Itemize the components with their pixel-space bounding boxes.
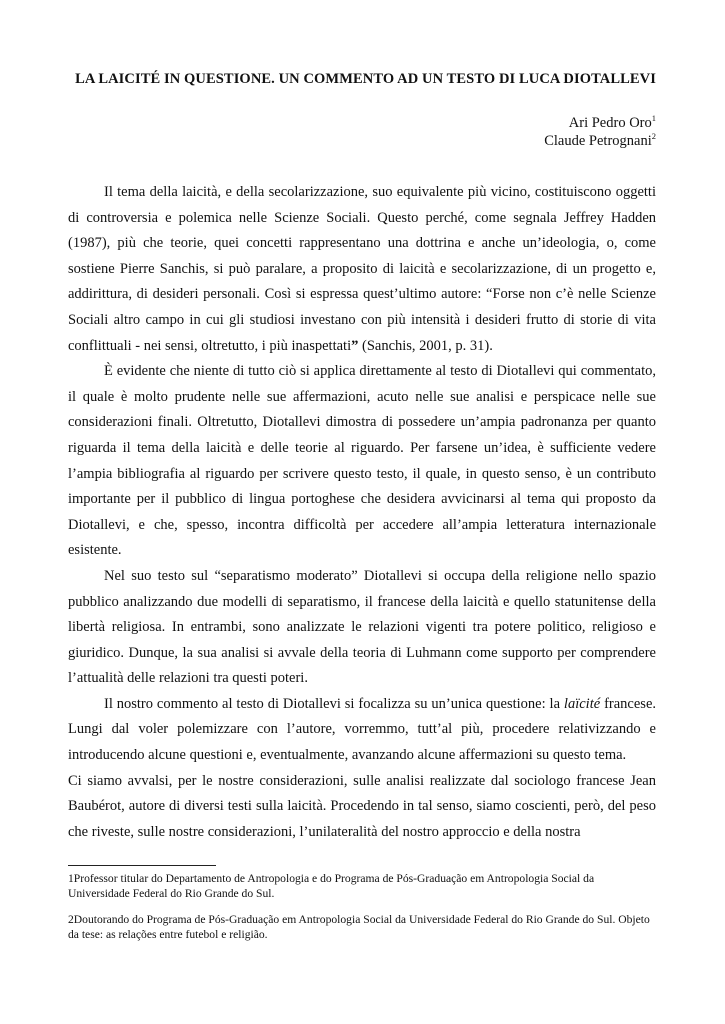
document-page <box>68 70 656 845</box>
footnote-1: 1Professor titular do Departamento de Antropologia e do Programa de Pós-Graduação em Antropologia Social da Universidade Federal do Rio Grande do Sul. <box>68 872 595 900</box>
authors-block <box>68 114 656 150</box>
author-2 <box>68 132 656 150</box>
author-name: Ari Pedro Oro <box>568 115 652 131</box>
footnote-marker: 1 <box>651 113 656 123</box>
closing-quote: ” <box>351 337 359 354</box>
footnote-2: 2Doutorando do Programa de Pós-Graduação em Antropologia Social da Universidade Federal do Rio Grande do Sul. Objeto da tese: as relações entre futebol e religião. <box>68 913 650 941</box>
author-name: Claude Petrognani <box>544 133 652 149</box>
paragraph-3: Nel suo testo sul “separatismo moderato” Diotallevi si occupa della religione nello spazio pubblico analizzando due modelli di separatismo, il francese della laicità e quello statunitense della libertà religiosa. In entrambi, sono analizzate le relazioni vigenti tra potere politico, religioso e giuridico. Dunque, la sua analisi si avvale della teoria di Luhmann come supporto per comprendere l’attualità delle relazioni tra questi poteri. <box>68 567 656 687</box>
body-text <box>68 180 656 845</box>
footnote-divider <box>68 865 216 866</box>
paragraph-5: Ci siamo avvalsi, per le nostre considerazioni, sulle analisi realizzate dal sociologo francese Jean Baubérot, autore di diversi testi sulla laicità. Procedendo in tal senso, siamo coscienti, però, del peso che riveste, sulle nostre considerazioni, l’unilateralità del nostro approccio e della nostra <box>68 772 656 840</box>
emphasis-laicite: laïcité <box>563 695 601 712</box>
footnote-marker: 2 <box>651 131 656 141</box>
paragraph-4: Il nostro commento al testo di Diotallevi si focalizza su un’unica questione: la laïcité francese. Lungi dal voler polemizzare con l’autore, vorremmo, tutt’al più, procedere relativizzando e introducendo alcune questioni e, eventualmente, avanzando alcune affermazioni su questo tema. <box>68 695 656 764</box>
document-title: LA LAICITÉ IN QUESTIONE. UN COMMENTO AD UN TESTO DI LUCA DIOTALLEVI <box>75 71 656 87</box>
author-1 <box>68 114 656 132</box>
paragraph-1: Il tema della laicità, e della secolarizzazione, suo equivalente più vicino, costituiscono oggetti di controversia e polemica nelle Scienze Sociali. Questo perché, come segnala Jeffrey Hadden (1987), più che teorie, quei concetti rappresentano una dottrina e anche un’ideologia, o, come sostiene Pierre Sanchis, si può paralare, a proposito di laicità e secolarizzazione, di un progetto e, addirittura, di desideri personali. Così si espressa quest’ultimo autore: “Forse non c’è nelle Scienze Sociali altro campo in cui gli studiosi investano con più intensità i desideri frutto di storie di vita conflittuali - nei sensi, oltretutto, i più inaspettati” (Sanchis, 2001, p. 31). <box>68 184 656 354</box>
paragraph-2: È evidente che niente di tutto ciò si applica direttamente al testo di Diotallevi qui commentato, il quale è molto prudente nelle sue affermazioni, acuto nelle sue analisi e perspicace nelle sue considerazioni finali. Oltretutto, Diotallevi dimostra di possedere un’ampia padronanza per quanto riguarda il tema della laicità e delle teorie al riguardo. Per farsene un’idea, è sufficiente vedere l’ampia bibliografia al riguardo per scrivere questo testo, il quale, in questo senso, è un contributo importante per il pubblico di lingua portoghese che desidera avvicinarsi al tema qui proposto da Diotallevi, e che, spesso, incontra difficoltà per accedere all’ampia letteratura internazionale esistente. <box>68 363 656 559</box>
